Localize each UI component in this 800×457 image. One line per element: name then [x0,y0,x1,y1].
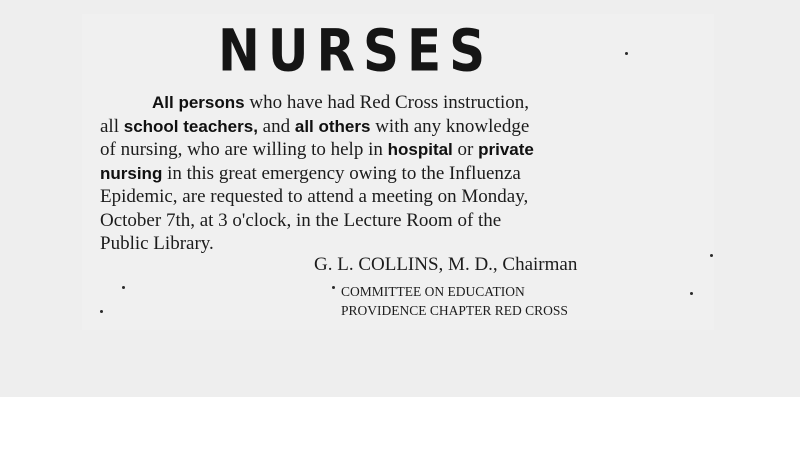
body-text-segment: who have had Red Cross instruction, [244,92,530,113]
print-speck [100,310,103,313]
emphasized-text: hospital [387,140,453,159]
emphasized-text: nursing [100,163,163,183]
body-line [100,232,710,256]
body-text-segment: of nursing, who are willing to help in [100,139,388,160]
body-line [100,185,710,209]
body-text-segment: all [100,115,124,137]
print-speck [332,286,335,289]
committee-line: COMMITTEE ON EDUCATION [341,284,525,299]
body-line [100,138,710,162]
body-text-segment: Public Library. [100,233,214,254]
body-line [100,209,710,233]
print-speck [625,52,628,55]
body-line [100,162,710,186]
chapter-line: PROVIDENCE CHAPTER RED CROSS [341,303,568,318]
print-speck [710,254,713,257]
emphasized-text: all others [294,116,371,136]
body-line [100,91,710,115]
body-text-segment: and [257,115,295,137]
emphasized-text: school teachers, [123,116,258,136]
body-text-segment: Epidemic, are requested to attend a meeting on Monday, [100,186,529,207]
body-text-segment: October 7th, at 3 o'clock, in the Lecture Room of the [100,209,502,231]
emphasized-text: All persons [152,93,245,112]
print-speck [690,292,693,295]
body-text-segment: with any knowledge [370,115,530,137]
committee-block [341,282,568,320]
notice-headline: NURSES [218,17,494,85]
notice-body [100,91,710,256]
emphasized-text: private [478,140,534,159]
body-text-segment: or [452,139,479,160]
chairman-signature: G. L. COLLINS, M. D., Chairman [314,254,578,275]
body-line [100,115,710,139]
body-text-segment: in this great emergency owing to the Influenza [162,162,521,184]
print-speck [122,286,125,289]
